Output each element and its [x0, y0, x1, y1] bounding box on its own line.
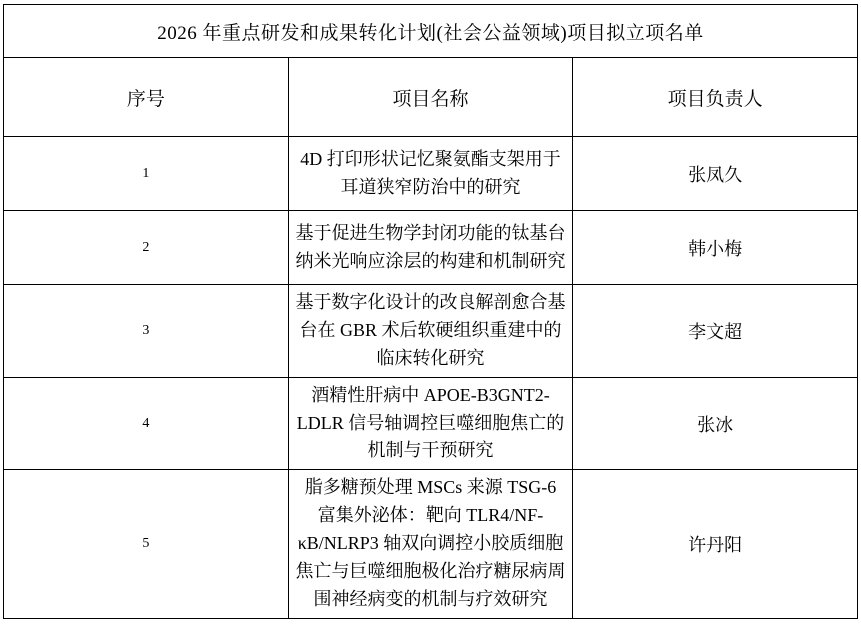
project-list-table — [3, 4, 858, 619]
table-row — [4, 470, 858, 618]
cell-no: 3 — [4, 285, 289, 378]
cell-no: 2 — [4, 211, 289, 285]
table-row — [4, 377, 858, 470]
cell-no: 4 — [4, 377, 289, 470]
cell-project-leader: 张凤久 — [573, 137, 858, 211]
cell-no: 5 — [4, 470, 289, 618]
column-header-no: 序号 — [4, 58, 289, 137]
cell-project-name: 基于数字化设计的改良解剖愈合基台在 GBR 术后软硬组织重建中的临床转化研究 — [288, 285, 573, 378]
cell-project-leader: 许丹阳 — [573, 470, 858, 618]
page-title: 2026 年重点研发和成果转化计划(社会公益领域)项目拟立项名单 — [4, 5, 858, 58]
cell-project-name: 脂多糖预处理 MSCs 来源 TSG-6 富集外泌体：靶向 TLR4/NF-κB/NLRP3 轴双向调控小胶质细胞焦亡与巨噬细胞极化治疗糖尿病周围神经病变的机制与疗效研究 — [288, 470, 573, 618]
cell-project-name: 基于促进生物学封闭功能的钛基台纳米光响应涂层的构建和机制研究 — [288, 211, 573, 285]
column-header-name: 项目名称 — [288, 58, 573, 137]
table-row — [4, 211, 858, 285]
cell-project-name: 4D 打印形状记忆聚氨酯支架用于耳道狭窄防治中的研究 — [288, 137, 573, 211]
table-row — [4, 137, 858, 211]
document-page — [0, 4, 861, 638]
column-header-leader: 项目负责人 — [573, 58, 858, 137]
cell-no: 1 — [4, 137, 289, 211]
table-title-row — [4, 5, 858, 58]
cell-project-leader: 韩小梅 — [573, 211, 858, 285]
cell-project-leader: 李文超 — [573, 285, 858, 378]
table-row — [4, 285, 858, 378]
cell-project-name: 酒精性肝病中 APOE-B3GNT2-LDLR 信号轴调控巨噬细胞焦亡的机制与干预研究 — [288, 377, 573, 470]
table-header-row — [4, 58, 858, 137]
cell-project-leader: 张冰 — [573, 377, 858, 470]
